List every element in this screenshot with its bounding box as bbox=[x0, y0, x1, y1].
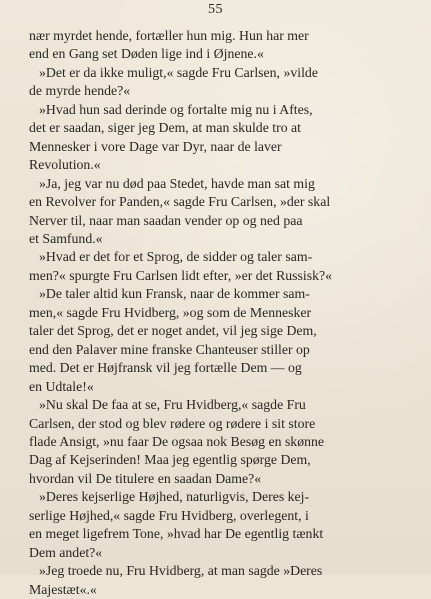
text-line: »De taler altid kun Fransk, naar de kommer sam- bbox=[39, 286, 310, 302]
text-line: »Nu skal De faa at se, Fru Hvidberg,« sagde Fru bbox=[39, 397, 306, 413]
text-line: en meget ligefrem Tone, »hvad har De egentlig tænkt bbox=[29, 526, 324, 542]
text-line: »Deres kejserlige Højhed, naturligvis, Deres kej- bbox=[39, 489, 310, 505]
text-line: »Ja, jeg var nu død paa Stedet, havde man sat mig bbox=[39, 175, 315, 191]
page-number: 55 bbox=[208, 2, 223, 17]
text-line: »Hvad er det for et Sprog, de sidder og taler sam- bbox=[39, 249, 313, 265]
text-line: Revolution.« bbox=[29, 157, 101, 173]
text-line: Nerver til, naar man saadan vender op og ned paa bbox=[29, 212, 303, 228]
text-line: de myrde hende?« bbox=[29, 83, 131, 99]
text-line: men?« spurgte Fru Carlsen lidt efter, »er det Russisk?« bbox=[29, 267, 333, 283]
text-line: en Revolver for Panden,« sagde Fru Carlsen, »der skal bbox=[29, 194, 331, 210]
text-line: »Det er da ikke muligt,« sagde Fru Carlsen, »vilde bbox=[39, 64, 318, 80]
text-line: en Udtale!« bbox=[29, 378, 94, 394]
text-line: Carlsen, der stod og blev rødere og rødere i sit store bbox=[29, 415, 316, 431]
text-line: end den Palaver mine franske Chanteuser stiller op bbox=[29, 341, 310, 357]
text-line: serlige Højhed,« sagde Fru Hvidberg, overlegent, i bbox=[29, 507, 309, 523]
text-line: taler det Sprog, det er noget andet, vil jeg sige Dem, bbox=[29, 323, 317, 339]
text-line: nær myrdet hende, fortæller hun mig. Hun har mer bbox=[29, 28, 309, 43]
text-line: det er saadan, siger jeg Dem, at man skulde tro at bbox=[29, 120, 302, 136]
text-line: Mennesker i vore Dage var Dyr, naar de laver bbox=[29, 138, 282, 154]
text-line: »Jeg troede nu, Fru Hvidberg, at man sagde »Deres bbox=[39, 563, 323, 579]
text-line: »Hvad hun sad derinde og fortalte mig nu i Aftes, bbox=[39, 101, 313, 117]
text-line: end en Gang set Døden lige ind i Øjnene.« bbox=[29, 46, 264, 62]
text-line: et Samfund.« bbox=[29, 230, 103, 246]
text-line: flade Ansigt, »nu faar De ogsaa nok Besøg en skønne bbox=[29, 433, 325, 449]
text-line: Dag af Kejserinden! Maa jeg egentlig spørge Dem, bbox=[29, 452, 311, 468]
body-text bbox=[29, 27, 415, 599]
text-line: med. Det er Højfransk vil jeg fortælle Dem — og bbox=[29, 360, 302, 376]
text-line: Dem andet?« bbox=[29, 544, 103, 560]
text-line: men,« sagde Fru Hvidberg, »og som de Mennesker bbox=[29, 304, 312, 320]
text-line: Majestæt«.« bbox=[29, 581, 97, 597]
text-line: hvordan vil De titulere en saadan Dame?« bbox=[29, 470, 262, 486]
